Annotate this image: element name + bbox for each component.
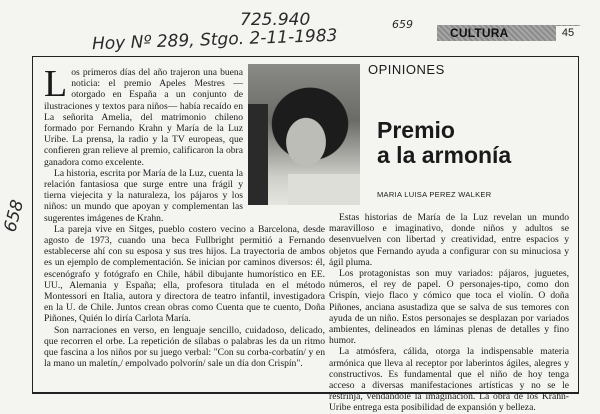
paragraph: La atmósfera, cálida, otorga la indispensable materia armónica que lleva al receptor por laberintos ágiles, alegres y constructivos. Es fundamental que el niño de hoy tenga acceso a diversas manifestaciones artísticas y no se le restrinja, vendándole la imaginación. La obra de los Krahn-Uribe entrega esta posibilidad de expansión y belleza. [329,346,569,414]
handwritten-page-mark: 659 [392,18,413,31]
author-photo [248,64,360,205]
paragraph: La pareja vive en Sitges, pueblo costero vecino a Barcelona, desde agosto de 1973, cuando una beca Fullbright permitió a Fernando establecerse ahí con su esposa y sus tres hijos. La trayectoria de ambos es un ejemplo de complementación. Se inician por caminos diversos: él, escenógrafo y fotógrafo en Chile, hábil dibujante humorístico en EE. UU., Alemania y España; ella, profesora titulada en el método Montessori en Italia, autora y directora de teatro infantil, investigadora en la U. de Chile. Juntos crean obras como Cuenta que te cuento, Doña Piñones, Quién lo diría Carlota María. [44,223,325,325]
paragraph: Estas historias de María de la Luz revelan un mundo maravilloso e imaginativo, donde niños y adultos se desenvuelven con libertad y creatividad, entre espacios y objetos que Fernando ayuda a configurar con su minuciosa y ágil pluma. [329,212,569,268]
page-number: 45 [556,26,580,41]
article-right-column [329,212,569,414]
section-banner-label: CULTURA [450,26,509,40]
paragraph: La historia, escrita por María de la Luz, cuenta la relación fantasiosa que surge entre una frágil y tierna viejecita y la naturaleza, los pájaros y los niños: un mundo que apoyan y complementan las sugerentes imágenes de Krahn. [44,167,243,224]
handwritten-side-mark: 658 [0,197,29,235]
section-label: OPINIONES [368,62,445,77]
handwritten-source-line: Hoy Nº 289, Stgo. 2-11-1983 [91,25,338,55]
handwritten-catalog-number: 725.940 [240,10,311,30]
byline: MARIA LUISA PEREZ WALKER [377,190,492,199]
article-title: Premio a la armonía [377,117,512,168]
paragraph: Los primeros días del año trajeron una buena noticia: el premio Apeles Mestres —otorgado en España a un conjunto de ilustraciones y textos para niños— había recaído en La señorita Amelia, del matrimonio chileno formado por Fernando Krahn y María de la Luz Uribe. La prensa, la radio y la TV europeas, que confieren gran relieve al premio, calificaron la obra ganadora como excelente. [44,63,243,168]
drop-cap: L [44,63,68,105]
paragraph: Los protagonistas son muy variados: pájaros, juguetes, números, el rey de papel. O personajes-tipo, como don Crispín, viejo flaco y cómico que toca el violín. O doña Piñones, anciana asustadiza que se salva de sus temores con ayuda de un niño. Estos personajes se desplazan por variados ambientes, delineados en láminas plenas de detalles y fino humor. [329,268,569,347]
paragraph: Son narraciones en verso, en lenguaje sencillo, cuidadoso, delicado, que recorren el orbe. La repetición de sílabas o palabras les da un ritmo que fascina a los niños por su juego verbal: "Con su corba-corbatín/ y en la mano un maletín,/ empolvado polvorín/ sale un día don Crispín". [44,324,325,370]
